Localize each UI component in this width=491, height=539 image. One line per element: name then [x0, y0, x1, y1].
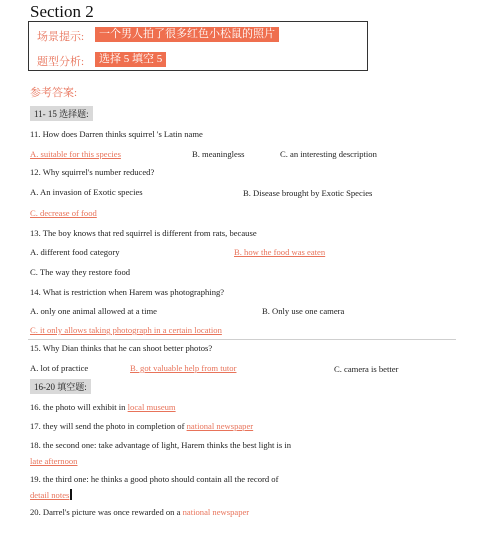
q13-option-b: B. how the food was eaten [234, 247, 326, 257]
q15-option-c: C. camera is better [334, 364, 399, 374]
q13-option-a: A. different food category [30, 247, 120, 257]
q12-option-c: C. decrease of food [30, 208, 97, 218]
q20-line [30, 507, 249, 517]
q18-answer: late afternoon [30, 456, 78, 466]
q13-option-c: C. The way they restore food [30, 267, 131, 277]
q12-text: 12. Why squirrel's number reduced? [30, 167, 155, 177]
info-box [28, 21, 368, 71]
q15-option-b: B. got valuable help from tutor [130, 363, 237, 373]
q11-text: 11. How does Darren thinks squirrel 's Latin name [30, 129, 203, 139]
q16-text: 16. the photo will exhibit in [30, 402, 128, 412]
text-cursor [70, 489, 72, 500]
answers-heading: 参考答案: [30, 87, 78, 99]
divider-line [28, 339, 456, 340]
q14-option-b: B. Only use one camera [262, 306, 345, 316]
q14-option-c: C. it only allows taking photograph in a certain location [30, 325, 222, 335]
q17-text: 17. they will send the photo in completion of [30, 421, 187, 431]
q15-text: 15. Why Dian thinks that he can shoot better photos? [30, 343, 213, 353]
part1-band: 11- 15 选择题: [30, 106, 93, 121]
q19-answer: detail notes [30, 490, 70, 500]
q12-option-a: A. An invasion of Exotic species [30, 187, 143, 197]
q16-line [30, 402, 176, 412]
analysis-value: 选择 5 填空 5 [95, 52, 166, 67]
q14-option-a: A. only one animal allowed at a time [30, 306, 157, 316]
q14-text: 14. What is restriction when Harem was photographing? [30, 287, 225, 297]
scene-value: 一个男人拍了很多红色小松鼠的照片 [95, 27, 279, 42]
q11-option-b: B. meaningless [192, 149, 245, 159]
section-title: Section 2 [30, 2, 94, 21]
q13-text: 13. The boy knows that red squirrel is different from rats, because [30, 228, 257, 238]
analysis-label: 题型分析: [37, 56, 85, 68]
part2-band: 16-20 填空题: [30, 379, 91, 394]
scene-label: 场景提示: [37, 31, 85, 43]
q19-answer-line[interactable] [30, 489, 72, 500]
q18-text: 18. the second one: take advantage of light, Harem thinks the best light is in [30, 440, 292, 450]
q19-text: 19. the third one: he thinks a good photo should contain all the record of [30, 474, 279, 484]
q11-option-a: A. suitable for this species [30, 149, 121, 159]
q17-answer: national newspaper [186, 421, 254, 431]
q17-line [30, 421, 253, 431]
q12-option-b: B. Disease brought by Exotic Species [243, 188, 373, 198]
q15-option-a: A. lot of practice [30, 363, 89, 373]
q16-answer: local museum [127, 402, 176, 412]
q11-option-c: C. an interesting description [280, 149, 377, 159]
q20-answer: national newspaper [182, 507, 250, 517]
q20-text: 20. Darrel's picture was once rewarded on a [30, 507, 183, 517]
